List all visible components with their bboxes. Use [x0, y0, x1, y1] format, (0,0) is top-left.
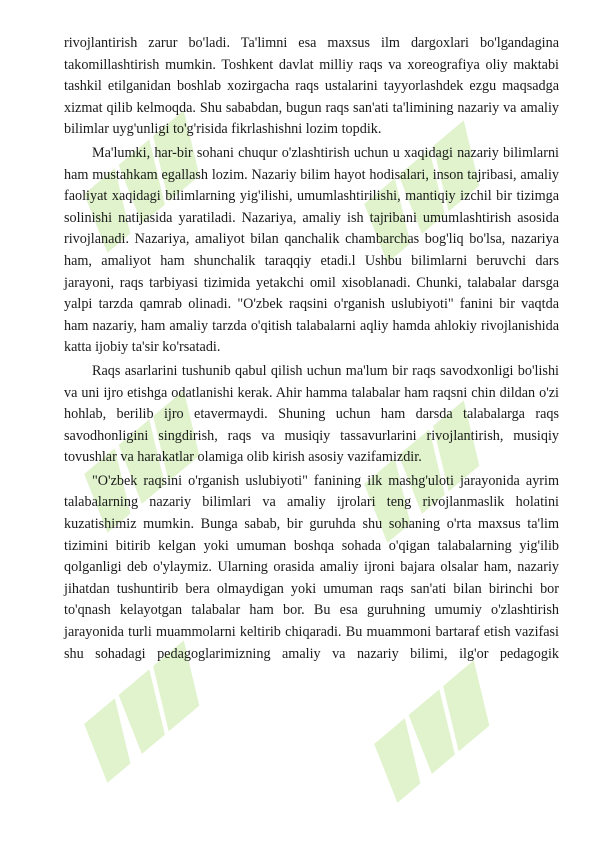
- paragraph-2: Ma'lumki, har-bir sohani chuqur o'zlashtirish uchun u xaqidagi nazariy bilimlarni ham mustahkam egallash lozim. Nazariy bilim hayot hodisalari, inson tajribasi, amaliy faoliyat xaqidagi bilimlarning yig'ilishi, umumlashtirilishi, mantiqiy izchil bir tizimga solinishi natijasida yaratiladi. Nazariya, amaliy ish tajribani umumlashtirish asosida rivojlanadi. Nazariya, amaliyot bilan qanchalik chambarchas bog'liq bo'lsa, nazariya ham, amaliyot ham shunchalik taraqqiy etadi.l Ushbu bilimlarni beruvchi dars jarayoni, raqs tarbiyasi tizimida yetakchi omil xisoblanadi. Chunki, talabalar darsga yalpi tarzda qamrab olinadi. "O'zbek raqsini o'rganish uslubiyoti" fanini bir vaqtda ham nazariy, ham amaliy tarzda o'qitish talabalarni aqliy hamda ahlokiy rivojlanishida katta ijobiy ta'sir ko'rsatadi.: [64, 144, 559, 356]
- watermark-logo-right-bottom: [359, 660, 512, 802]
- paragraph-1: rivojlantirish zarur bo'ladi. Ta'limni esa maxsus ilm dargoxlari bo'lgandagina takomillashtirish mumkin. Toshkent davlat milliy raqs va xoreografiya oliy maktabi tashkil etilganidan boshlab xozirgacha raqs ustalarini tayyorlashdek ezgu maqsadga xizmat qilib kelmoqda. Shu sababdan, bugun raqs san'ati ta'limining nazariy va amaliy bilimlar uyg'unligi to'g'risida fikrlashishni lozim topdik.: [64, 35, 559, 138]
- paragraph-3: Raqs asarlarini tushunib qabul qilish uchun ma'lum bir raqs savodxonligi bo'lishi va uni ijro etishga odatlanishi kerak. Ahir hamma talabalar ham raqsni chin dildan o'zi hohlab, berilib ijro etavermaydi. Shuning uchun ham darsda talabalarga raqs savodhonligini singdirish, raqs va musiqiy tassavurlarini rivojlantirish, musiqiy tovushlar va harakatlar olamiga olib kirish asosiy vazifamizdir.: [64, 362, 559, 466]
- paragraph-4: "O'zbek raqsini o'rganish uslubiyoti" fanining ilk mashg'uloti jarayonida ayrim talabalarning nazariy bilimlari va amaliy ijrolari teng rivojlanmaslik holatini kuzatishimiz mumkin. Bunga sabab, bir guruhda shu sohaning o'rta maxsus ta'lim tizimini bitirib kelgan yoki umuman boshqa sohada o'qigan talabalarning yig'ilib qolganligi deb o'ylaymiz. Ularning orasida amaliy ijroni bajara olsalar ham, nazariy jihatdan tushuntirib bera olmaydigan yoki umuman raqs san'ati bilan birinchi bor to'qnash kelayotgan talabalar ham bor. Bu esa guruhning umumiy o'zlashtirish jarayonida turli muammolarni keltirib chiqaradi. Bu muammoni bartaraf etish vazifasi shu sohadagi pedagoglarimizning amaliy va nazariy bilimi, ilg'or pedagogik: [64, 472, 559, 662]
- document-page: [64, 33, 559, 667]
